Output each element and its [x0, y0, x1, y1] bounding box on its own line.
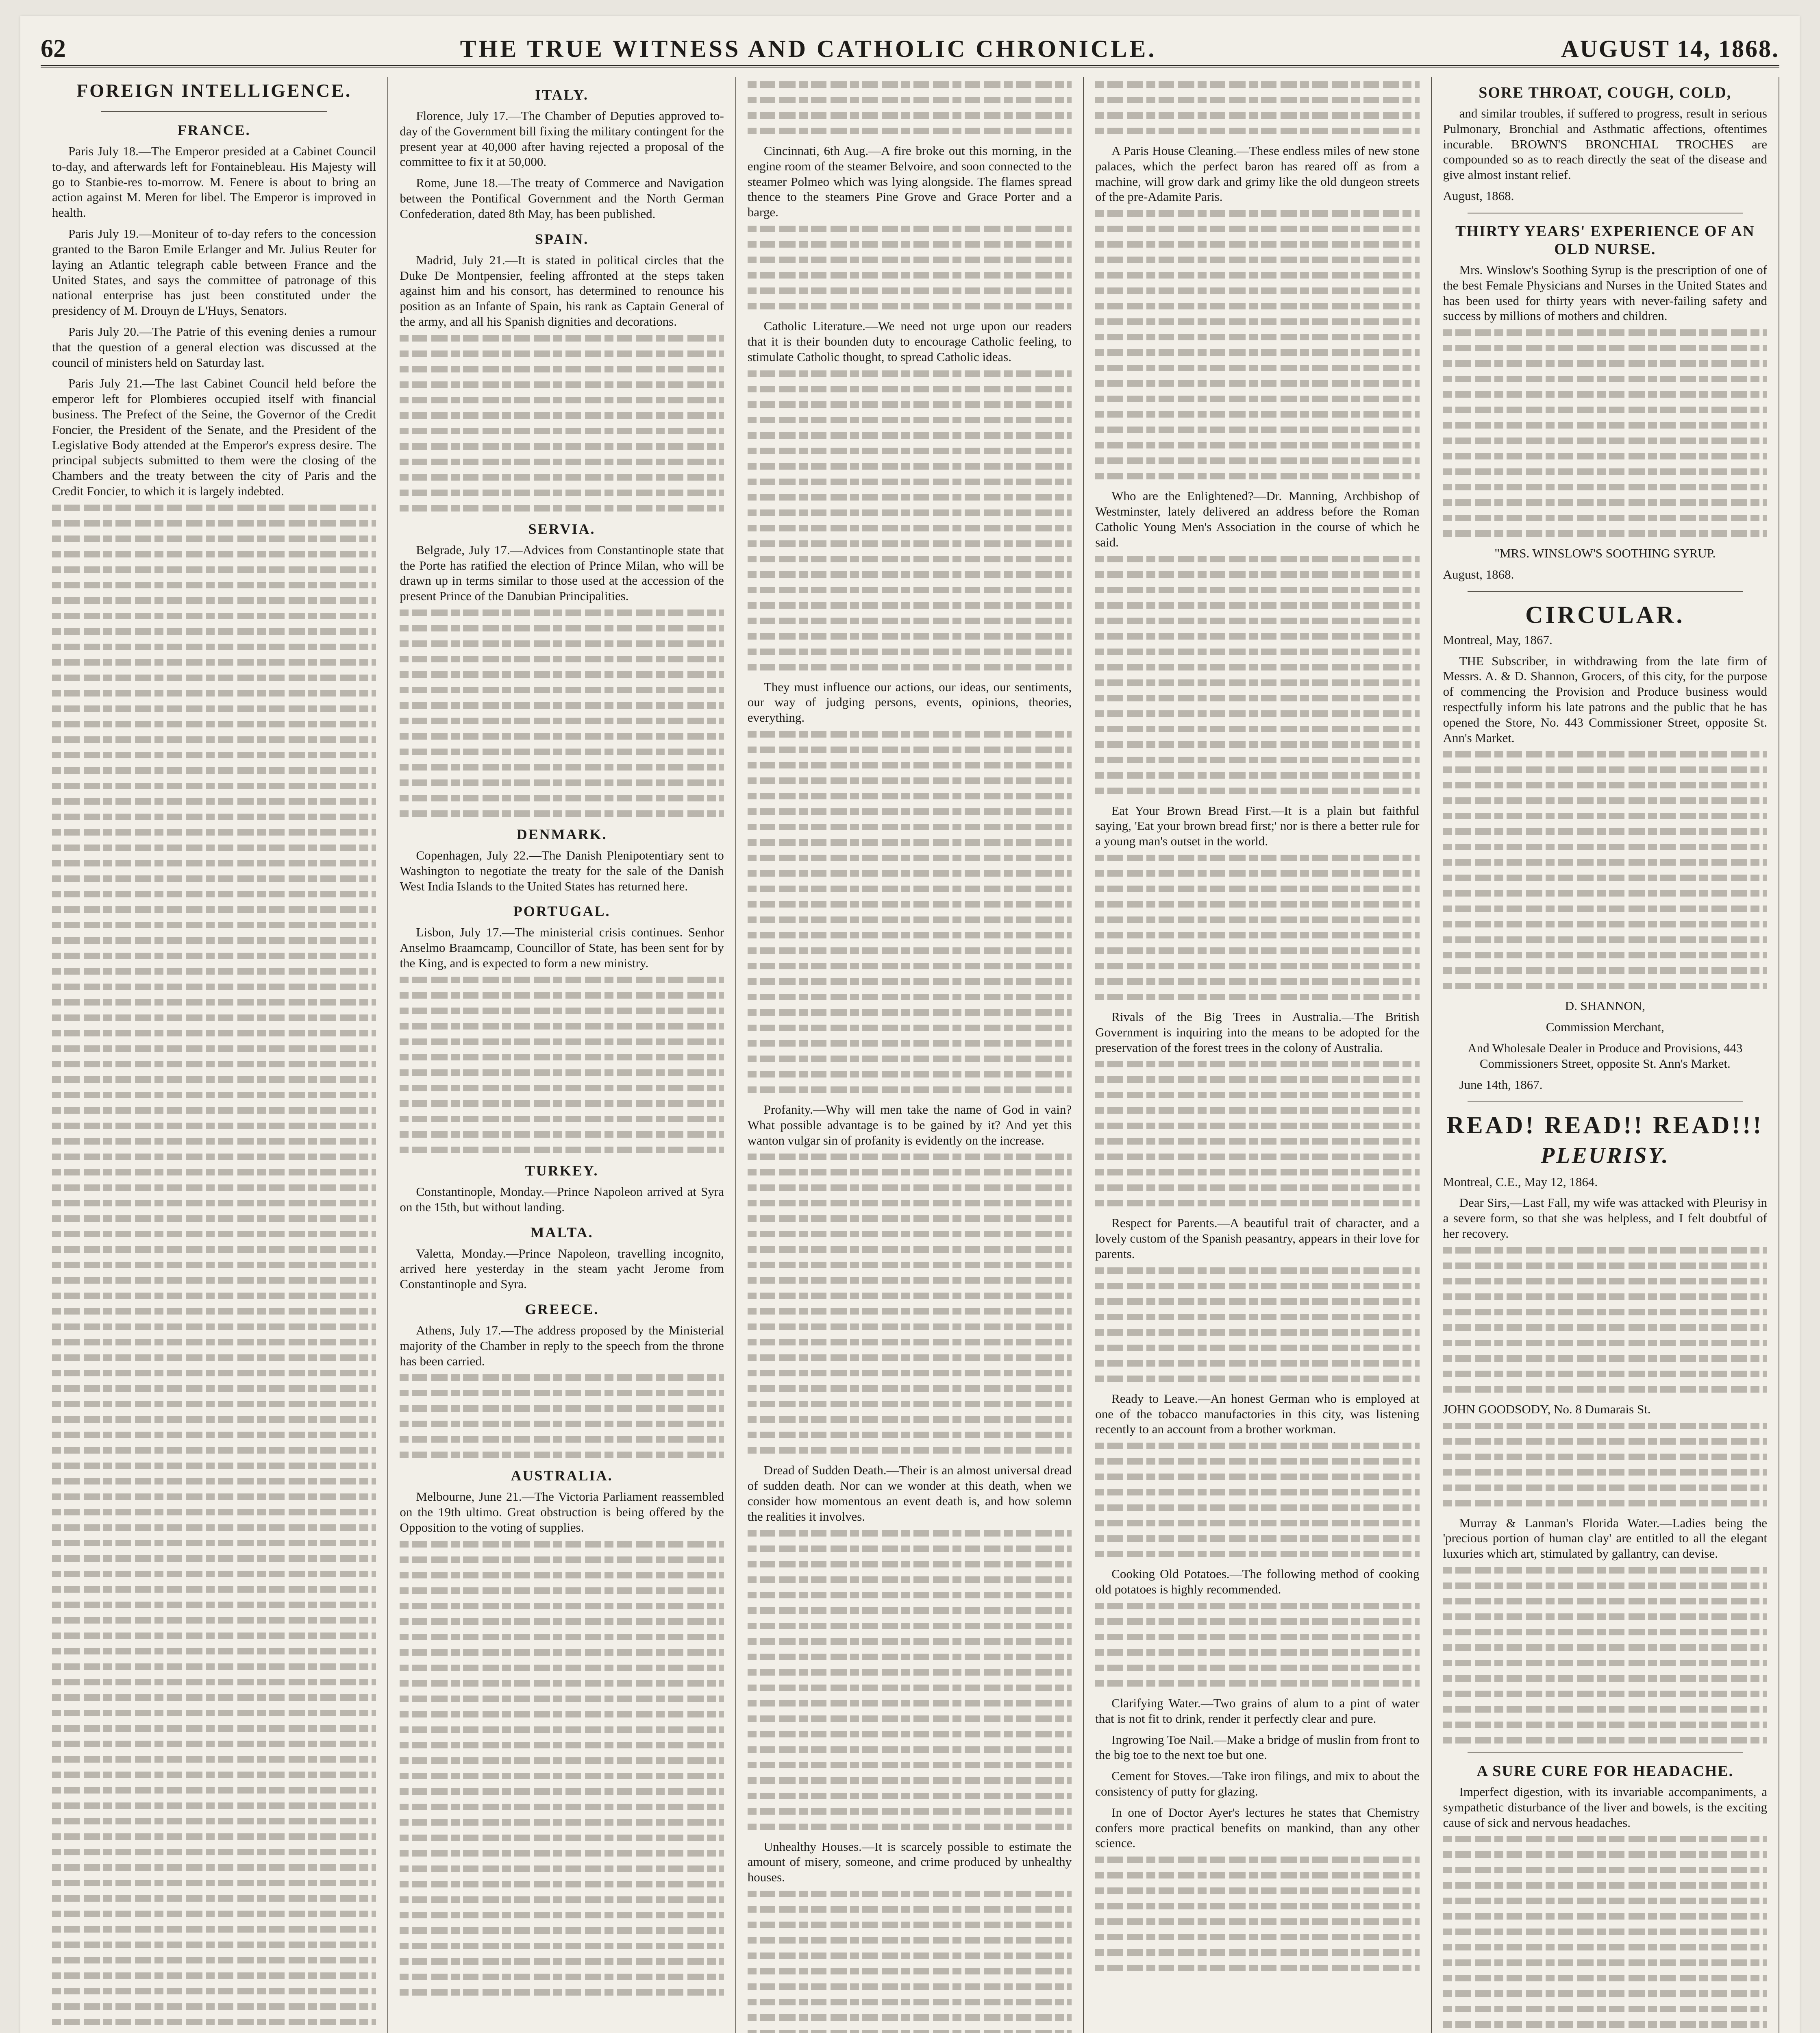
illegible-text [1095, 1603, 1419, 1687]
illegible-text [1443, 1567, 1767, 1744]
article-paragraph: Madrid, July 21.—It is stated in political circles that the Duke De Montpensier, feeling affronted at the steps taken against him and his consort, has determined to renounce his position as an Infante of Spain, his rank as Captain General of the army, and all his Spanish dignities and decorations. [400, 252, 724, 329]
ad-heading-circular: CIRCULAR. [1525, 601, 1685, 628]
divider [1468, 1752, 1743, 1753]
divider [1468, 1101, 1743, 1102]
article-paragraph: Belgrade, July 17.—Advices from Constantinople state that the Porte has ratified the election of Prince Milan, who will be drawn up in terms similar to those used at the accession of the present Prince of the Danubian Principalities. [400, 542, 724, 603]
ad-slogan: "MRS. WINSLOW'S SOOTHING SYRUP. [1494, 546, 1716, 561]
columns [41, 77, 1779, 2033]
illegible-text [400, 335, 724, 512]
ad-signature-title: Commission Merchant, [1546, 1020, 1664, 1034]
article-paragraph: Constantinople, Monday.—Prince Napoleon arrived at Syra on the 15th, but without landing. [400, 1184, 724, 1214]
article-paragraph: Rivals of the Big Trees in Australia.—The British Government is inquiring into the means to be adopted for the preservation of the forest trees in the colony of Australia. [1095, 1009, 1420, 1055]
article-paragraph: Copenhagen, July 22.—The Danish Plenipotentiary sent to Washington to negotiate the treaty for the sale of the Danish West India Islands to the United States has returned here. [400, 848, 724, 893]
country-heading-servia: SERVIA. [528, 520, 596, 537]
article-paragraph: Paris July 20.—The Patrie of this evening denies a rumour that the question of a general election was discussed at the council of ministers held on Saturday last. [52, 324, 376, 370]
article-paragraph: Respect for Parents.—A beautiful trait of character, and a lovely custom of the Spanish peasantry, appears in their love for parents. [1095, 1216, 1420, 1261]
ad-signature: D. SHANNON, [1565, 999, 1645, 1013]
page-number: 62 [41, 35, 66, 63]
country-heading-france: FRANCE. [177, 122, 251, 138]
article-paragraph: Cooking Old Potatoes.—The following method of cooking old potatoes is highly recommended. [1095, 1567, 1420, 1597]
illegible-text [1443, 1423, 1767, 1506]
illegible-text [1443, 329, 1767, 537]
article-paragraph: Who are the Enlightened?—Dr. Manning, Archbishop of Westminster, lately delivered an address before the Roman Catholic Young Men's Association in the course of which he said. [1095, 489, 1420, 549]
ad-heading-sore-throat: SORE THROAT, COUGH, COLD, [1479, 84, 1732, 101]
ad-heading-headache: A SURE CURE FOR HEADACHE. [1476, 1763, 1734, 1780]
ad-text: THE Subscriber, in withdrawing from the late firm of Messrs. A. & D. Shannon, Grocers, of this city, for the purpose of commencing the Provision and Produce business would respectfully inform his late patrons and the public that he has opened the Store, No. 443 Commissioner Street, opposite St. Ann's Market. [1443, 653, 1767, 745]
illegible-text [1095, 1443, 1419, 1557]
column-1 [41, 77, 388, 2033]
country-heading-turkey: TURKEY. [525, 1162, 599, 1179]
article-paragraph: Dread of Sudden Death.—Their is an almost universal dread of sudden death. Nor can we wonder at this death, when we consider how momentous an event death is, and how solemn the realities it involves. [747, 1463, 1072, 1524]
illegible-text [400, 1374, 724, 1458]
country-heading-spain: SPAIN. [535, 231, 589, 247]
issue-date: AUGUST 14, 1868. [1561, 35, 1779, 62]
ad-date: June 14th, 1867. [1459, 1077, 1543, 1092]
ad-signature: JOHN GOODSODY, No. 8 Dumarais St. [1443, 1402, 1651, 1416]
illegible-text [1443, 1247, 1767, 1393]
article-paragraph: Florence, July 17.—The Chamber of Deputies approved to-day of the Government bill fixing the military contingent for the present year at 40,000 after having rejected a proposal of the committee to fix it at 50,000. [400, 109, 724, 169]
illegible-text [1095, 81, 1419, 134]
country-heading-denmark: DENMARK. [516, 826, 607, 842]
masthead [41, 33, 1779, 67]
article-paragraph: Eat Your Brown Bread First.—It is a plain but faithful saying, 'Eat your brown bread first;' nor is there a better rule for a young man's outset in the world. [1095, 803, 1420, 849]
section-heading: FOREIGN INTELLIGENCE. [76, 80, 352, 101]
illegible-text [748, 226, 1072, 309]
illegible-text [748, 1891, 1072, 2033]
illegible-text [748, 1154, 1072, 1454]
illegible-text [1095, 855, 1419, 1000]
newspaper-title: THE TRUE WITNESS AND CATHOLIC CHRONICLE. [460, 35, 1157, 62]
country-heading-greece: GREECE. [525, 1301, 599, 1317]
illegible-text [1095, 1267, 1419, 1382]
illegible-text [1095, 1857, 1419, 1971]
article-paragraph: A Paris House Cleaning.—These endless miles of new stone palaces, which the perfect baron has reared off as from a machine, will grow dark and grimy like the old dungeon streets of the pre-Adamite Paris. [1095, 144, 1420, 204]
ad-place-date: Montreal, C.E., May 12, 1864. [1443, 1174, 1598, 1189]
article-paragraph: Lisbon, July 17.—The ministerial crisis continues. Senhor Anselmo Braamcamp, Councillor of State, has been sent for by the King, and is expected to form a new ministry. [400, 925, 724, 971]
ad-subheading-pleurisy: PLEURISY. [1541, 1143, 1670, 1168]
country-heading-portugal: PORTUGAL. [513, 903, 611, 920]
ad-date: August, 1868. [1443, 567, 1514, 581]
article-paragraph: Melbourne, June 21.—The Victoria Parliament reassembled on the 19th ultimo. Great obstruction is being offered by the Opposition to the voting of supplies. [400, 1489, 724, 1535]
illegible-text [1095, 1061, 1419, 1206]
illegible-text [748, 370, 1072, 670]
column-2 [388, 77, 736, 2033]
illegible-text [748, 731, 1072, 1093]
article-paragraph: Valetta, Monday.—Prince Napoleon, travelling incognito, arrived here yesterday in the steam yacht Jerome from Constantinople and Syra. [400, 1246, 724, 1291]
article-paragraph: Athens, July 17.—The address proposed by the Ministerial majority of the Chamber in reply to the speech from the throne has been carried. [400, 1323, 724, 1368]
column-5 [1432, 77, 1779, 2033]
illegible-text [748, 81, 1072, 134]
ad-date: August, 1868. [1443, 189, 1514, 203]
illegible-text [748, 1530, 1072, 1830]
column-3 [736, 77, 1084, 2033]
article-paragraph: Cincinnati, 6th Aug.—A fire broke out this morning, in the engine room of the steamer Belvoire, and soon connected to the steamer Polmeo which was lying alongside. The flames spread thence to the steamers Pine Grove and Grace Porter and a barge. [747, 144, 1072, 220]
illegible-text [1095, 210, 1419, 479]
divider [1468, 591, 1743, 592]
illegible-text [400, 977, 724, 1153]
article-paragraph: They must influence our actions, our ideas, our sentiments, our way of judging persons, events, opinions, theories, everything. [747, 679, 1072, 725]
article-paragraph: Paris July 19.—Moniteur of to-day refers to the concession granted to the Baron Emile Erlanger and Mr. Julius Reuter for laying an Atlantic telegraph cable between France and the United States, and says the committee of patronage of this national enterprise has just been constituted under the presidency of M. Drouyn de L'Huys, Senators. [52, 226, 376, 318]
ad-text: Dear Sirs,—Last Fall, my wife was attacked with Pleurisy in a severe form, so that she was helpless, and I felt doubtful of her recovery. [1443, 1195, 1767, 1241]
article-paragraph: Ingrowing Toe Nail.—Make a bridge of muslin from front to the big toe to the next toe but one. [1095, 1732, 1420, 1762]
article-paragraph: In one of Doctor Ayer's lectures he states that Chemistry confers more practical benefits on mankind, than any other science. [1095, 1805, 1420, 1850]
illegible-text [52, 505, 376, 2033]
article-paragraph: Clarifying Water.—Two grains of alum to a pint of water that is not fit to drink, render it perfectly clear and pure. [1095, 1696, 1420, 1726]
ad-text: Murray & Lanman's Florida Water.—Ladies being the 'precious portion of human clay' are entitled to all the elegant luxuries which art, stimulated by gallantry, can devise. [1443, 1515, 1767, 1561]
ad-place-date: Montreal, May, 1867. [1443, 632, 1553, 647]
country-heading-malta: MALTA. [530, 1224, 594, 1241]
ad-text: Mrs. Winslow's Soothing Syrup is the prescription of one of the best Female Physicians and Nurses in the United States and has been used for thirty years with never-failing safety and success by millions of mothers and children. [1443, 262, 1767, 323]
ad-heading-old-nurse: THIRTY YEARS' EXPERIENCE OF AN OLD NURSE. [1455, 222, 1755, 258]
illegible-text [1095, 556, 1419, 794]
divider [101, 111, 327, 112]
column-4 [1084, 77, 1431, 2033]
illegible-text [400, 1541, 724, 1996]
newspaper-page [20, 16, 1800, 2033]
article-paragraph: Unhealthy Houses.—It is scarcely possible to estimate the amount of misery, someone, and crime produced by unhealthy houses. [747, 1839, 1072, 1885]
illegible-text [400, 609, 724, 817]
article-paragraph: Paris July 21.—The last Cabinet Council held before the emperor left for Plombieres occupied itself with financial business. The Prefect of the Seine, the Governor of the Credit Foncier, the President of the Senate, and the President of the Legislative Body attended at the Emperor's express desire. The principal subjects submitted to them were the closing of the Chambers and the treaty between the city of Paris and the Credit Foncier, to which it is largely indebted. [52, 376, 376, 498]
article-paragraph: Profanity.—Why will men take the name of God in vain? What possible advantage is to be gained by it? And yet this wanton vulgar sin of profanity is evidently on the increase. [747, 1102, 1072, 1147]
ad-signature-address: And Wholesale Dealer in Produce and Provisions, 443 Commissioners Street, opposite St. Ann's Market. [1468, 1041, 1743, 1071]
article-paragraph: Paris July 18.—The Emperor presided at a Cabinet Council to-day, and afterwards left for Fontainebleau. His Majesty will go to Stanbie-res to-morrow. M. Fenere is about to bring an action against M. Meren for libel. The Emperor is improved in health. [52, 144, 376, 220]
ad-text: and similar troubles, if suffered to progress, result in serious Pulmonary, Bronchial and Asthmatic affections, oftentimes incurable. BROWN'S BRONCHIAL TROCHES are compounded so as to reach directly the seat of the disease and give almost instant relief. [1443, 106, 1767, 182]
article-paragraph: Ready to Leave.—An honest German who is employed at one of the tobacco manufactories in this city, was listening recently to an account from a brother workman. [1095, 1391, 1420, 1437]
article-paragraph: Rome, June 18.—The treaty of Commerce and Navigation between the Pontifical Government and the North German Confederation, dated 8th May, has been published. [400, 176, 724, 221]
ad-heading-read: READ! READ!! READ!!! [1446, 1111, 1764, 1138]
country-heading-australia: AUSTRALIA. [511, 1467, 613, 1484]
illegible-text [1443, 1836, 1767, 2033]
illegible-text [1443, 751, 1767, 989]
article-paragraph: Catholic Literature.—We need not urge upon our readers that it is their bounden duty to encourage Catholic feeling, to stimulate Catholic thought, to spread Catholic ideas. [747, 319, 1072, 364]
article-paragraph: Cement for Stoves.—Take iron filings, and mix to about the consistency of putty for glazing. [1095, 1769, 1420, 1798]
country-heading-italy: ITALY. [535, 87, 589, 103]
ad-text: Imperfect digestion, with its invariable accompaniments, a sympathetic disturbance of the liver and bowels, is the exciting cause of sick and nervous headaches. [1443, 1785, 1767, 1830]
